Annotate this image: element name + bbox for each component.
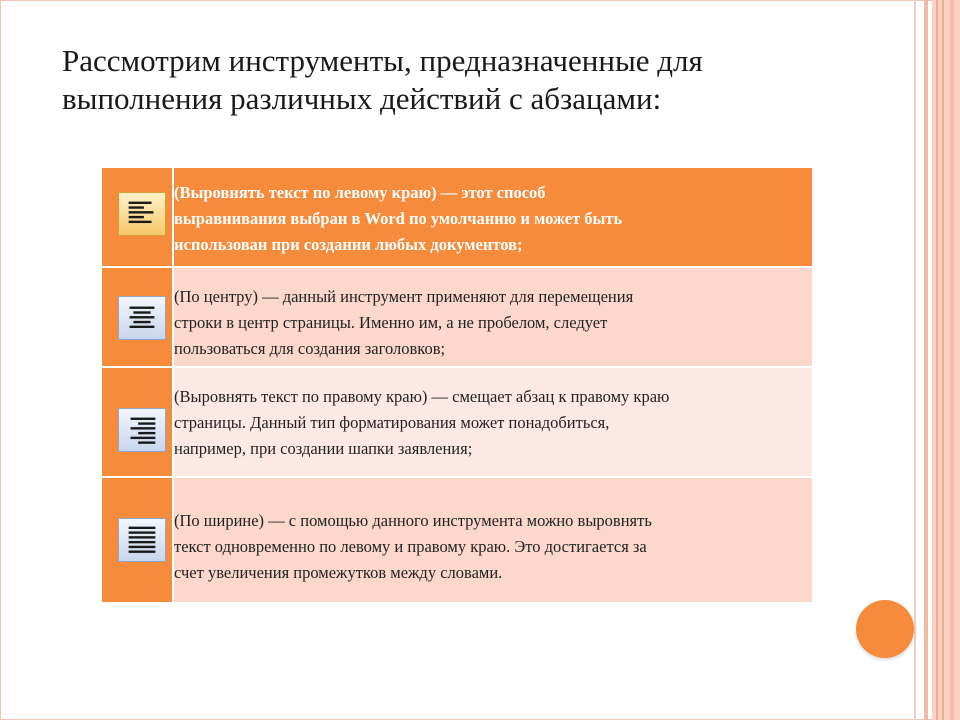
align-right-icon[interactable] <box>118 408 166 452</box>
tool-description <box>172 168 812 266</box>
align-center-icon[interactable] <box>118 296 166 340</box>
slide-title <box>62 42 852 118</box>
tool-description <box>172 268 812 366</box>
table-row-align-center <box>102 268 812 366</box>
title-line-2: выполнения различных действий с абзацами: <box>62 81 662 116</box>
decorative-circle <box>856 600 914 658</box>
icon-cell <box>102 368 172 476</box>
description-line: (По ширине) — с помощью данного инструмента можно выровнять <box>174 511 652 530</box>
icon-cell <box>102 268 172 366</box>
tool-description <box>172 478 812 602</box>
description-line: (Выровнять текст по левому краю) — этот способ <box>174 183 546 202</box>
description-line: страницы. Данный тип форматирования может понадобиться, <box>174 413 610 432</box>
table-row-align-left <box>102 168 812 266</box>
tools-table <box>102 168 812 602</box>
icon-cell <box>102 478 172 602</box>
align-justify-icon[interactable] <box>118 518 166 562</box>
description-line: счет увеличения промежутков между словами. <box>174 563 503 582</box>
align-left-icon[interactable] <box>118 192 166 236</box>
description-line: (Выровнять текст по правому краю) — смещает абзац к правому краю <box>174 387 670 406</box>
title-line-1: Рассмотрим инструменты, предназначенные для <box>62 43 703 78</box>
description-line: пользоваться для создания заголовков; <box>174 339 446 358</box>
description-line: строки в центр страницы. Именно им, а не пробелом, следует <box>174 313 608 332</box>
icon-cell <box>102 168 172 266</box>
tool-description <box>172 368 812 476</box>
description-line: использован при создании любых документов; <box>174 235 523 254</box>
column-divider <box>172 168 174 602</box>
description-line: (По центру) — данный инструмент применяют для перемещения <box>174 287 634 306</box>
table-row-align-justify <box>102 478 812 602</box>
table-row-align-right <box>102 368 812 476</box>
description-line: например, при создании шапки заявления; <box>174 439 473 458</box>
description-line: текст одновременно по левому и правому краю. Это достигается за <box>174 537 647 556</box>
description-line: выравнивания выбран в Word по умолчанию и может быть <box>174 209 623 228</box>
decorative-stripes <box>914 0 960 720</box>
